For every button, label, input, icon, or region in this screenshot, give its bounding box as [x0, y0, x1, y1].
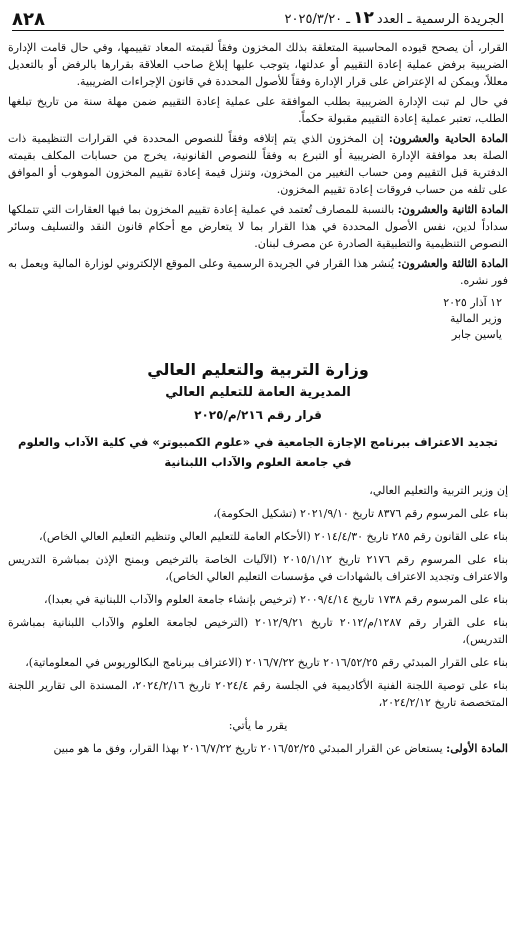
list-item: بناء على المرسوم رقم ٢١٧٦ تاريخ ٢٠١٥/١/١٢ (الآليات الخاصة بالترخيص وبمنح الإذن بمباشرة التدريس والاعتراف وتجديد الاعتراف بالشهادات في مؤسسات التعليم العالي الخاص)، — [8, 553, 508, 583]
list-item: بناء على القانون رقم ٢٨٥ تاريخ ٢٠١٤/٤/٣٠ (الأحكام العامة للتعليم العالي وتنظيم التعليم العالي الخاص)، — [39, 530, 508, 543]
article-23 — [8, 255, 508, 289]
list-item: بناء على القرار المبدئي رقم ٢٠١٦/٥٢/٢٥ تاريخ ٢٠١٦/٧/٢٢ (الاعتراف ببرنامج البكالوريوس في المعلوماتية)، — [25, 656, 508, 669]
gazette-name: الجريدة الرسمية ـ العدد — [376, 12, 504, 27]
article-title: المادة الأولى: — [446, 742, 508, 755]
decides-line: يقرر ما يأتي: — [228, 719, 288, 732]
issue-date: ـ ٢٠٢٥/٣/٢٠ — [284, 12, 351, 27]
preamble-list — [8, 482, 508, 757]
article-text: يُنشر هذا القرار في الجريدة الرسمية وعلى الموقع الإلكتروني لوزارة المالية ويعمل به فور نشره. — [8, 257, 508, 287]
paragraph: في حال لم تبت الإدارة الضريبية بطلب الموافقة على عملية إعادة التقييم ضمن مهلة سنة من تاريخ تبلغها الطلب، تعتبر عملية إعادة التقييم مقبولة حكماً. — [8, 95, 508, 125]
article-title: المادة الثالثة والعشرون: — [397, 257, 508, 270]
running-header — [285, 8, 504, 30]
directorate-title: المديرية العامة للتعليم العالي — [165, 385, 351, 400]
signature-date: ١٢ آذار ٢٠٢٥ — [443, 296, 502, 309]
list-item: بناء على المرسوم رقم ١٧٣٨ تاريخ ٢٠٠٩/٤/١٤ (ترخيص بإنشاء جامعة العلوم والآداب اللبنانية في بعبدا)، — [44, 593, 508, 606]
signature-name: ياسين جابر — [451, 328, 502, 341]
list-item: بناء على القرار رقم ١٢٨٧/م/٢٠١٢ تاريخ ٢٠١٢/٩/٢١ (الترخيص لجامعة العلوم والآداب اللبنانية بمباشرة التدريس)، — [8, 616, 508, 646]
list-item: بناء على المرسوم رقم ٨٣٧٦ تاريخ ٢٠٢١/٩/١٠ (تشكيل الحكومة)، — [213, 507, 508, 520]
issue-number: ١٢ — [353, 8, 374, 28]
page-header — [12, 0, 504, 31]
paragraph: القرار، أن يصحح قيوده المحاسبية المتعلقة بذلك المخزون وفقاً لقيمته المعاد تقييمها، وفي حال قامت الإدارة الضريبية برفض عملية إعادة التقييم أو عدلتها، يتوجب عليها إبلاغ صاحب العلاقة بقرارها بالرفض أو بالتعديل معللاً، ويمكن له الإعتراض على قرار الإدارة وفقاً للأصول المحددة في قانون الإجراءات الضريبية. — [8, 41, 508, 88]
ministry-title: وزارة التربية والتعليم العالي — [147, 360, 369, 379]
article-21 — [8, 130, 508, 198]
article-text: بالنسبة للمصارف تُعتمد في عملية إعادة تقييم المخزون بما فيها العقارات التي تتملكها سداداً لدين، نفس الأصول المحددة في هذا القرار بما لا يتعارض مع أحكام قانون النقد والتسليف وسائر النصوص التنظيمية والتطبيقية الصادرة عن مصرف لبنان. — [8, 203, 508, 250]
list-item: بناء على توصية اللجنة الفنية الأكاديمية في الجلسة رقم ٢٠٢٤/٤ تاريخ ٢٠٢٤/٢/١٦، المسندة الى تقارير اللجنة المتخصصة تاريخ ٢٠٢٤/٢/١٢، — [8, 679, 508, 709]
preamble-intro: إن وزير التربية والتعليم العالي، — [369, 484, 508, 497]
decision-subject: تجديد الاعتراف ببرنامج الإجازة الجامعية في «علوم الكمبيوتر» في كلية الآداب والعلوم في جامعة العلوم والآداب اللبنانية — [18, 435, 498, 469]
article-title: المادة الحادية والعشرون: — [388, 132, 508, 145]
article-text: يستعاض عن القرار المبدئي ٢٠١٦/٥٢/٢٥ تاريخ ٢٠١٦/٧/٢٢ بهذا القرار، وفق ما هو مبين — [53, 742, 447, 755]
page-number: ٨٢٨ — [12, 9, 45, 30]
article-1 — [8, 740, 508, 757]
article-title: المادة الثانية والعشرون: — [397, 203, 509, 216]
signature-role: وزير المالية — [450, 312, 502, 325]
decision-number: قرار رقم ٢١٦/م/٢٠٢٥ — [194, 408, 322, 422]
signature-block — [8, 295, 502, 343]
article-22 — [8, 201, 508, 252]
document-body — [8, 39, 508, 757]
article-text: إن المخزون الذي يتم إتلافه وفقاً للنصوص المحددة في القرارات التنظيمية ذات الصلة بعد موافقة الإدارة الضريبية أو التبرع به وفقاً للنصوص القانونية، يخرج من حسابات المكلف بقيمته الدفترية قبل التقييم ومن حساب التغيير من المخزون، وتنزل قيمة إعادة تقييم المخزون الموهوب أو الموافق على تلفه من حساب فروقات إعادة تقييم المخزون. — [8, 132, 508, 196]
